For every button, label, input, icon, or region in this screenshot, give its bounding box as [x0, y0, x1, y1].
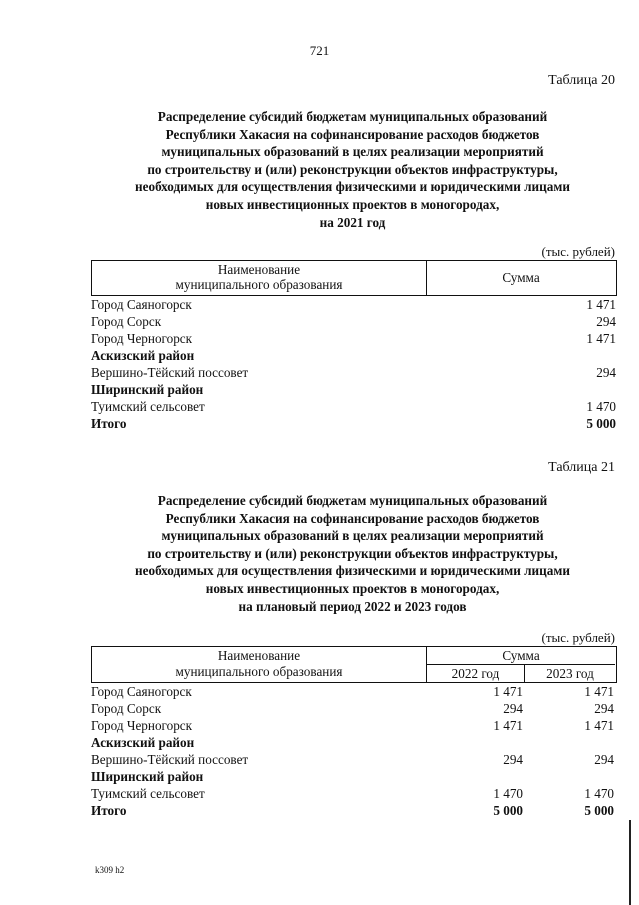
title-line: Республики Хакасия на софинансирование расходов бюджетов: [165, 510, 540, 526]
row-name: Город Сорск: [91, 314, 162, 329]
row-sum: 294: [596, 314, 616, 329]
footer-code: k309 h2: [95, 865, 125, 875]
table-row: [91, 415, 616, 432]
table-row: [91, 683, 616, 700]
header-name-line1: Наименование: [217, 648, 301, 663]
header-name-cell: [92, 647, 427, 682]
row-2022: 1 471: [493, 718, 523, 733]
row-sum: 1 471: [586, 297, 616, 312]
table-row: [91, 751, 616, 768]
title-line: необходимых для осуществления физическими и юридическими лицами: [135, 563, 570, 579]
title-line: Распределение субсидий бюджетам муниципальных образований: [157, 493, 548, 508]
table-row: [91, 700, 616, 717]
row-name: Ширинский район: [91, 382, 204, 397]
row-sum: 294: [596, 365, 616, 380]
row-2023: 1 471: [584, 684, 614, 699]
table-row: [91, 768, 616, 785]
row-2022: 294: [503, 752, 523, 767]
table-row: [91, 313, 616, 330]
header-name-line2: муниципального образования: [175, 664, 343, 679]
table-20-header: [91, 260, 617, 296]
title-line: по строительству и (или) реконструкции объектов инфраструктуры,: [147, 161, 558, 177]
row-name: Вершино-Тёйский поссовет: [91, 752, 249, 767]
table-20-unit: (тыс. рублей): [541, 244, 615, 259]
table-21-label: Таблица 21: [548, 460, 615, 475]
header-2022-cell: 2022 год: [427, 665, 525, 682]
row-name: Аскизский район: [91, 735, 195, 750]
table-row: [91, 381, 616, 398]
header-name-cell: [92, 261, 427, 295]
table-row: [91, 296, 616, 313]
row-name: Аскизский район: [91, 348, 195, 363]
row-sum: 1 471: [586, 331, 616, 346]
title-line: Республики Хакасия на софинансирование расходов бюджетов: [165, 126, 540, 142]
row-name: Вершино-Тёйский поссовет: [91, 365, 249, 380]
row-name: Город Сорск: [91, 701, 162, 716]
row-2022: 294: [503, 701, 523, 716]
table-20-label: Таблица 20: [548, 73, 615, 88]
table-row: [91, 802, 616, 819]
row-name: Туимский сельсовет: [91, 399, 205, 414]
row-2023: 1 471: [584, 718, 614, 733]
header-sum-cell: Сумма: [502, 270, 540, 285]
row-2023: 1 470: [584, 786, 614, 801]
table-row: [91, 734, 616, 751]
table-row: [91, 785, 616, 802]
row-name: Итого: [91, 803, 127, 818]
title-line: по строительству и (или) реконструкции объектов инфраструктуры,: [147, 545, 558, 561]
table-21-header: [91, 646, 617, 683]
table-20-title: [60, 108, 639, 231]
row-2022: 5 000: [493, 803, 523, 818]
table-21-unit: (тыс. рублей): [541, 630, 615, 645]
title-line: муниципальных образований в целях реализации мероприятий: [161, 144, 544, 160]
title-line: на 2021 год: [319, 214, 386, 230]
header-name-line1: Наименование: [217, 262, 301, 277]
row-2023: 294: [594, 752, 614, 767]
row-name: Город Саяногорск: [91, 297, 192, 312]
header-name-line2: муниципального образования: [175, 277, 343, 292]
title-line: муниципальных образований в целях реализации мероприятий: [161, 528, 544, 544]
title-line: Распределение субсидий бюджетам муниципальных образований: [157, 109, 548, 124]
row-name: Город Саяногорск: [91, 684, 192, 699]
row-2022: 1 470: [493, 786, 523, 801]
row-2023: 294: [594, 701, 614, 716]
page-number: 721: [309, 43, 330, 58]
table-row: [91, 330, 616, 347]
margin-line: [629, 820, 631, 905]
row-name: Туимский сельсовет: [91, 786, 205, 801]
row-name: Город Черногорск: [91, 331, 193, 346]
row-name: Ширинский район: [91, 769, 204, 784]
table-row: [91, 364, 616, 381]
row-2023: 5 000: [584, 803, 614, 818]
row-sum: 1 470: [586, 399, 616, 414]
header-2023-cell: 2023 год: [546, 666, 594, 681]
title-line: на плановый период 2022 и 2023 годов: [238, 598, 467, 614]
title-line: новых инвестиционных проектов в моногородах,: [205, 196, 500, 212]
table-row: [91, 347, 616, 364]
row-sum: 5 000: [586, 416, 616, 431]
row-name: Итого: [91, 416, 127, 431]
table-row: [91, 398, 616, 415]
row-name: Город Черногорск: [91, 718, 193, 733]
table-21-title: [60, 492, 639, 615]
header-sum-cell: Сумма: [427, 647, 615, 665]
table-row: [91, 717, 616, 734]
title-line: новых инвестиционных проектов в моногородах,: [205, 580, 500, 596]
title-line: необходимых для осуществления физическими и юридическими лицами: [135, 179, 570, 195]
row-2022: 1 471: [493, 684, 523, 699]
